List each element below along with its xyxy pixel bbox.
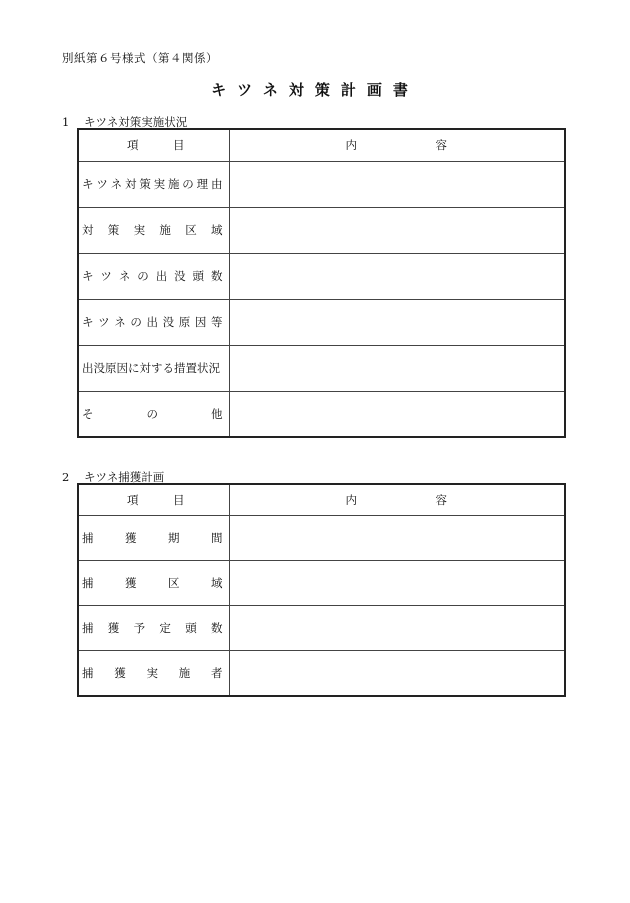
section1-row-value[interactable]	[229, 391, 565, 437]
section1-title: キツネ対策実施状況	[84, 115, 188, 129]
section2-number: 2	[62, 470, 70, 484]
section1-header-item	[78, 129, 229, 161]
section1-row-label	[78, 253, 229, 299]
label-char: 獲	[125, 531, 137, 545]
section1-number: 1	[62, 115, 70, 129]
section1-row-label	[78, 345, 229, 391]
label-char: キ	[82, 315, 94, 329]
label-char: 内	[345, 138, 357, 153]
label-char: 没	[174, 269, 186, 283]
label-char: キ	[82, 269, 94, 283]
label-char: の	[182, 177, 194, 191]
form-number: 別紙第６号様式（第４関係）	[62, 51, 218, 65]
label-char: 間	[211, 531, 223, 545]
section1-row-label	[78, 391, 229, 437]
label-char: 施	[167, 177, 180, 191]
label-char: 区	[185, 223, 197, 237]
section2-row-label	[78, 651, 229, 696]
label-char: 域	[210, 223, 223, 237]
label-char: ツ	[100, 269, 112, 283]
label-char: 捕	[82, 621, 94, 635]
label-char: 出	[155, 269, 168, 283]
label-char: 他	[211, 406, 223, 421]
label-char: 区	[168, 576, 180, 590]
label-char: ネ	[118, 269, 131, 283]
section2-row-label	[78, 516, 229, 561]
section1-table	[77, 128, 566, 438]
label-char: 容	[435, 138, 447, 153]
label-char: ネ	[110, 177, 123, 191]
section1-header-content	[229, 129, 565, 161]
label-char: 実	[153, 177, 166, 191]
label-char: 出	[146, 315, 158, 329]
label-char: 頭	[192, 269, 205, 283]
label-char: の	[137, 269, 149, 283]
section2-header-content	[229, 484, 565, 516]
label-char: 獲	[125, 576, 137, 590]
section2-row-value[interactable]	[229, 561, 565, 606]
label-char: 実	[146, 665, 158, 680]
section1-row-label-text: 出没原因に対する措置状況	[82, 361, 220, 375]
label-char: 内	[345, 493, 357, 507]
section1-row-label	[78, 207, 229, 253]
section1-row-value[interactable]	[229, 253, 565, 299]
label-char: 理	[196, 177, 209, 191]
label-char: 項	[127, 493, 139, 507]
label-char: 捕	[82, 665, 94, 680]
label-char: 実	[133, 223, 146, 237]
section2-row-value[interactable]	[229, 516, 565, 561]
label-char: 捕	[82, 531, 94, 545]
label-char: 原	[178, 315, 191, 329]
label-char: 期	[168, 531, 180, 545]
label-char: の	[130, 315, 142, 329]
label-char: 没	[162, 315, 175, 329]
section1-row-value[interactable]	[229, 207, 565, 253]
label-char: 容	[435, 493, 447, 507]
label-char: キ	[82, 177, 94, 191]
document-title: キツネ対策計画書	[211, 81, 419, 99]
label-char: 目	[173, 138, 185, 153]
section2-row-label	[78, 606, 229, 651]
label-char: 対	[82, 223, 94, 237]
label-char: 捕	[82, 576, 94, 590]
label-char: 頭	[185, 621, 197, 635]
section1-row-label	[78, 161, 229, 207]
section2-header-item	[78, 484, 229, 516]
label-char: 数	[210, 621, 223, 635]
section1-row-value[interactable]	[229, 345, 565, 391]
label-char: 施	[178, 665, 191, 680]
label-char: ツ	[98, 315, 110, 329]
label-char: 対	[124, 177, 137, 191]
section2-title: キツネ捕獲計画	[84, 470, 165, 484]
label-char: 定	[159, 621, 171, 635]
label-char: 策	[139, 177, 151, 191]
label-char: 策	[107, 223, 120, 237]
label-char: の	[146, 406, 158, 421]
section1-row-value[interactable]	[229, 299, 565, 345]
label-char: 等	[211, 315, 223, 329]
section2-row-value[interactable]	[229, 651, 565, 696]
section2-row-label	[78, 561, 229, 606]
label-char: 者	[211, 665, 223, 680]
section2-table	[77, 483, 566, 697]
label-char: そ	[82, 406, 94, 421]
label-char: ネ	[114, 315, 126, 329]
label-char: ツ	[96, 177, 108, 191]
section2-row-value[interactable]	[229, 606, 565, 651]
label-char: 数	[210, 269, 223, 283]
label-char: 由	[210, 177, 223, 191]
section1-row-label	[78, 299, 229, 345]
label-char: 因	[194, 315, 207, 329]
label-char: 施	[159, 223, 171, 237]
label-char: 項	[127, 138, 139, 153]
label-char: 獲	[107, 621, 120, 635]
label-char: 域	[211, 576, 223, 590]
label-char: 獲	[114, 665, 126, 680]
section1-row-value[interactable]	[229, 161, 565, 207]
label-char: 予	[133, 621, 146, 635]
label-char: 目	[173, 493, 185, 507]
